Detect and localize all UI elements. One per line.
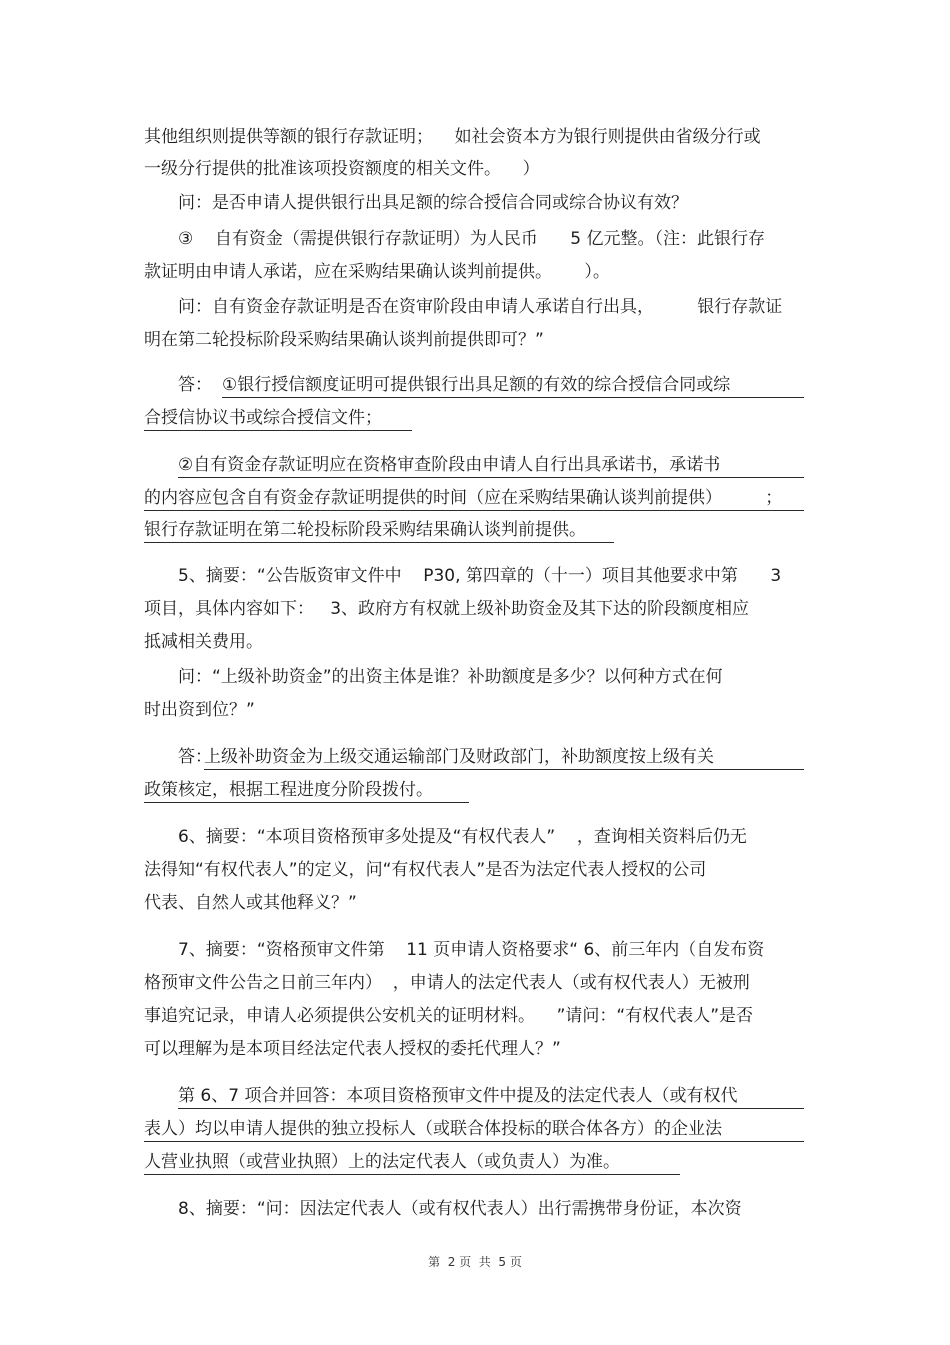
text-line: 问：是否申请人提供银行出具足额的综合授信合同或综合协议有效？ <box>178 193 688 213</box>
text-line: 5、摘要：“公告版资审文件中 P30, 第四章的（十一）项目其他要求中第 3 <box>178 566 782 586</box>
answer-text-underlined: 政策核定，根据工程进度分阶段拨付。 <box>144 779 469 803</box>
text-line: 代表、自然人或其他释义？” <box>144 893 357 913</box>
answer-text-underlined: 第 6、7 项合并回答：本项目资格预审文件中提及的法定代表人（或有权代 <box>178 1085 804 1109</box>
answer-text-underlined: 表人）均以申请人提供的独立投标人（或联合体投标的联合体各方）的企业法 <box>144 1118 804 1142</box>
text-line: 时出资到位？” <box>144 700 255 720</box>
text-line: 6、摘要：“本项目资格预审多处提及“有权代表人” ，查询相关资料后仍无 <box>178 827 747 847</box>
answer-text-underlined: 银行存款证明在第二轮投标阶段采购结果确认谈判前提供。 <box>144 519 614 543</box>
text-line: 项目，具体内容如下： 3、政府方有权就上级补助资金及其下达的阶段额度相应 <box>144 599 750 619</box>
answer-text-underlined: ①银行授信额度证明可提供银行出具足额的有效的综合授信合同或综 <box>222 374 804 398</box>
text-line: 问：“上级补助资金”的出资主体是谁？补助额度是多少？以何种方式在何 <box>178 667 723 687</box>
answer-text-underlined: 上级补助资金为上级交通运输部门及财政部门，补助额度按上级有关 <box>204 746 804 770</box>
answer-label: 答： <box>178 375 212 395</box>
page-footer: 第 2 页 共 5 页 <box>428 1255 522 1269</box>
text-line: 问：自有资金存款证明是否在资审阶段由申请人承诺自行出具， 银行存款证 <box>178 297 783 317</box>
text-line: 事追究记录，申请人必须提供公安机关的证明材料。 ”请问：“有权代表人”是否 <box>144 1006 754 1026</box>
text-line: 其他组织则提供等额的银行存款证明； 如社会资本方为银行则提供由省级分行或 <box>144 127 761 147</box>
text-line: ③ 自有资金（需提供银行存款证明）为人民币 5 亿元整。（注：此银行存 <box>178 229 765 249</box>
text-line: 7、摘要：“资格预审文件第 11 页申请人资格要求“ 6、前三年内（自发布资 <box>178 940 765 960</box>
text-line: 明在第二轮投标阶段采购结果确认谈判前提供即可？” <box>144 330 544 350</box>
text-line: 格预审文件公告之日前三年内） ，申请人的法定代表人（或有权代表人）无被刑 <box>144 973 750 993</box>
answer-label: 答： <box>178 747 212 767</box>
text-line: 一级分行提供的批准该项投资额度的相关文件。 ） <box>144 159 540 179</box>
text-line: 款证明由申请人承诺，应在采购结果确认谈判前提供。 ）。 <box>144 262 610 282</box>
answer-text-underlined: 人营业执照（或营业执照）上的法定代表人（或负责人）为准。 <box>144 1151 680 1175</box>
text-line: 可以理解为是本项目经法定代表人授权的委托代理人？” <box>144 1039 561 1059</box>
text-line: 抵减相关费用。 <box>144 632 263 652</box>
text-line: 法得知“有权代表人”的定义，问“有权代表人”是否为法定代表人授权的公司 <box>144 860 707 880</box>
answer-text-underlined: 的内容应包含自有资金存款证明提供的时间（应在采购结果确认谈判前提供） ； <box>144 487 804 511</box>
text-line: 8、摘要：“问：因法定代表人（或有权代表人）出行需携带身份证，本次资 <box>178 1199 742 1219</box>
answer-text-underlined: 合授信协议书或综合授信文件； <box>144 407 412 431</box>
answer-text-underlined: ②自有资金存款证明应在资格审查阶段由申请人自行出具承诺书，承诺书 <box>178 454 804 478</box>
